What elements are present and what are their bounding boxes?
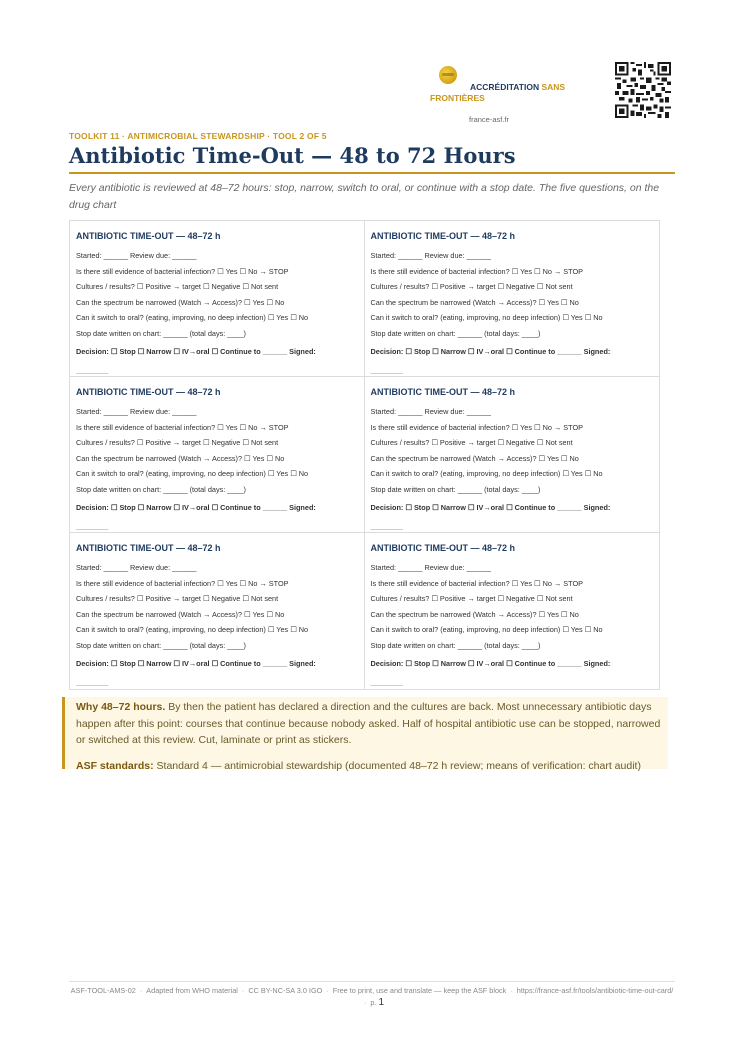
card-started: Started: ______ Review due: ______ — [370, 407, 491, 416]
card-question-cultures: Cultures / results? ☐ Positive → target ☐ Negative ☐ Not sent — [370, 594, 573, 603]
card-title: ANTIBIOTIC TIME-OUT — 48–72 h — [76, 543, 221, 553]
card-question-cultures: Cultures / results? ☐ Positive → target ☐ Negative ☐ Not sent — [76, 594, 279, 603]
time-out-card — [70, 377, 365, 533]
card-signature-line: ________ — [370, 676, 403, 686]
card-question-oral: Can it switch to oral? (eating, improving, no deep infection) ☐ Yes ☐ No — [76, 625, 309, 634]
page-title: Antibiotic Time-Out — 48 to 72 Hours — [69, 143, 516, 168]
card-question-narrow: Can the spectrum be narrowed (Watch → Access)? ☐ Yes ☐ No — [76, 297, 285, 307]
card-stop-date: Stop date written on chart: ______ (total days: ____) — [370, 484, 541, 494]
card-title: ANTIBIOTIC TIME-OUT — 48–72 h — [76, 387, 221, 397]
card-question-narrow: Can the spectrum be narrowed (Watch → Access)? ☐ Yes ☐ No — [370, 609, 579, 619]
card-signature-line: ________ — [76, 364, 109, 374]
time-out-card — [365, 533, 660, 689]
card-question-narrow: Can the spectrum be narrowed (Watch → Access)? ☐ Yes ☐ No — [370, 297, 579, 307]
title-divider — [69, 172, 675, 174]
standards-paragraph: ASF standards: Standard 4 — antimicrobial stewardship (documented 48–72 h review; means of verification: chart audit) — [76, 759, 641, 772]
card-question-infection: Is there still evidence of bacterial infection? ☐ Yes ☐ No → STOP — [76, 266, 289, 276]
card-question-narrow: Can the spectrum be narrowed (Watch → Access)? ☐ Yes ☐ No — [76, 453, 285, 463]
card-signature-line: ________ — [370, 364, 403, 374]
page-number: 1 — [378, 997, 385, 1008]
why-paragraph: Why 48–72 hours. By then the patient has declared a direction and the cultures are back. Most unnecessary antibiotic days happen after this point: courses that continue because nobody asked. Half of hospital antibiotic use can be stopped, narrowed or switched at this review. Cut, laminate or print as stickers. — [76, 701, 661, 746]
card-question-infection: Is there still evidence of bacterial infection? ☐ Yes ☐ No → STOP — [370, 266, 584, 276]
page-header — [0, 60, 745, 130]
time-out-card — [365, 221, 660, 377]
card-question-oral: Can it switch to oral? (eating, improving, no deep infection) ☐ Yes ☐ No — [76, 313, 309, 322]
card-started: Started: ______ Review due: ______ — [370, 251, 491, 260]
card-stop-date: Stop date written on chart: ______ (total days: ____) — [370, 328, 541, 338]
card-question-narrow: Can the spectrum be narrowed (Watch → Access)? ☐ Yes ☐ No — [76, 609, 285, 619]
card-question-oral: Can it switch to oral? (eating, improving, no deep infection) ☐ Yes ☐ No — [370, 469, 603, 478]
card-question-infection: Is there still evidence of bacterial infection? ☐ Yes ☐ No → STOP — [76, 422, 289, 432]
card-stop-date: Stop date written on chart: ______ (total days: ____) — [76, 328, 246, 338]
card-signature-line: ________ — [370, 520, 403, 530]
org-website: france-asf.fr — [469, 115, 510, 124]
card-decision: Decision: ☐ Stop ☐ Narrow ☐ IV→oral ☐ Continue to ______ Signed: ________ — [76, 500, 336, 533]
footer-source: Adapted from WHO material — [146, 986, 238, 995]
time-out-card — [70, 221, 365, 377]
card-started: Started: ______ Review due: ______ — [76, 563, 197, 572]
card-question-oral: Can it switch to oral? (eating, improving, no deep infection) ☐ Yes ☐ No — [76, 469, 309, 478]
card-question-infection: Is there still evidence of bacterial infection? ☐ Yes ☐ No → STOP — [370, 422, 584, 432]
card-decision: Decision: ☐ Stop ☐ Narrow ☐ IV→oral ☐ Continue to ______ Signed: ________ — [371, 500, 631, 533]
time-out-card-grid — [69, 220, 660, 690]
card-decision: Decision: ☐ Stop ☐ Narrow ☐ IV→oral ☐ Continue to ______ Signed: ________ — [76, 344, 336, 377]
time-out-card — [70, 533, 365, 689]
org-name: ACCRÉDITATION SANS FRONTIÈRES — [430, 82, 566, 103]
card-signature-line: ________ — [76, 520, 109, 530]
card-question-cultures: Cultures / results? ☐ Positive → target ☐ Negative ☐ Not sent — [76, 438, 279, 447]
card-stop-date: Stop date written on chart: ______ (total days: ____) — [76, 484, 246, 494]
card-question-oral: Can it switch to oral? (eating, improving, no deep infection) ☐ Yes ☐ No — [370, 313, 603, 322]
footer-page-label: p. — [370, 998, 377, 1007]
time-out-card — [365, 377, 660, 533]
qr-code-icon — [615, 62, 671, 118]
card-question-cultures: Cultures / results? ☐ Positive → target ☐ Negative ☐ Not sent — [370, 282, 573, 291]
card-decision: Decision: ☐ Stop ☐ Narrow ☐ IV→oral ☐ Continue to ______ Signed: ________ — [76, 656, 336, 689]
why-label: Why 48–72 hours. — [76, 701, 166, 713]
card-question-narrow: Can the spectrum be narrowed (Watch → Access)? ☐ Yes ☐ No — [370, 453, 579, 463]
footer-license: CC BY-NC-SA 3.0 IGO — [248, 986, 323, 995]
footer-code: ASF-TOOL-AMS-02 — [70, 986, 136, 995]
card-started: Started: ______ Review due: ______ — [76, 407, 197, 416]
card-question-cultures: Cultures / results? ☐ Positive → target ☐ Negative ☐ Not sent — [76, 282, 279, 291]
card-question-oral: Can it switch to oral? (eating, improving, no deep infection) ☐ Yes ☐ No — [370, 625, 603, 634]
intro-text: Every antibiotic is reviewed at 48–72 hours: stop, narrow, switch to oral, or continue with a stop date. The five questions, on the drug chart — [69, 182, 660, 211]
rationale-callout — [62, 697, 668, 772]
footer-url[interactable]: https://france-asf.fr/tools/antibiotic-time-out-card/ — [516, 986, 674, 995]
footer-terms: Free to print, use and translate — keep the ASF block — [332, 986, 507, 995]
card-started: Started: ______ Review due: ______ — [370, 563, 491, 572]
card-question-infection: Is there still evidence of bacterial infection? ☐ Yes ☐ No → STOP — [76, 578, 289, 588]
footer-divider — [69, 981, 675, 982]
card-title: ANTIBIOTIC TIME-OUT — 48–72 h — [76, 231, 221, 241]
card-signature-line: ________ — [76, 676, 109, 686]
card-question-infection: Is there still evidence of bacterial infection? ☐ Yes ☐ No → STOP — [370, 578, 584, 588]
standards-label: ASF standards: — [76, 759, 154, 772]
toolkit-kicker: TOOLKIT 11 · ANTIMICROBIAL STEWARDSHIP · TOOL 2 OF 5 — [69, 131, 327, 141]
card-started: Started: ______ Review due: ______ — [76, 251, 197, 260]
card-stop-date: Stop date written on chart: ______ (total days: ____) — [76, 640, 246, 650]
card-decision: Decision: ☐ Stop ☐ Narrow ☐ IV→oral ☐ Continue to ______ Signed: ________ — [371, 656, 631, 689]
card-title: ANTIBIOTIC TIME-OUT — 48–72 h — [370, 387, 516, 397]
card-stop-date: Stop date written on chart: ______ (total days: ____) — [370, 640, 541, 650]
card-question-cultures: Cultures / results? ☐ Positive → target ☐ Negative ☐ Not sent — [370, 438, 573, 447]
card-decision: Decision: ☐ Stop ☐ Narrow ☐ IV→oral ☐ Continue to ______ Signed: ________ — [371, 344, 631, 377]
card-title: ANTIBIOTIC TIME-OUT — 48–72 h — [370, 543, 516, 553]
card-title: ANTIBIOTIC TIME-OUT — 48–72 h — [370, 231, 516, 241]
page-footer: ASF-TOOL-AMS-02 · Adapted from WHO material · CC BY-NC-SA 3.0 IGO · Free to print, use and translate — keep the ASF block · https://france-asf.fr/tools/antibiotic-time-out-card/· p. 1 — [70, 986, 674, 1008]
